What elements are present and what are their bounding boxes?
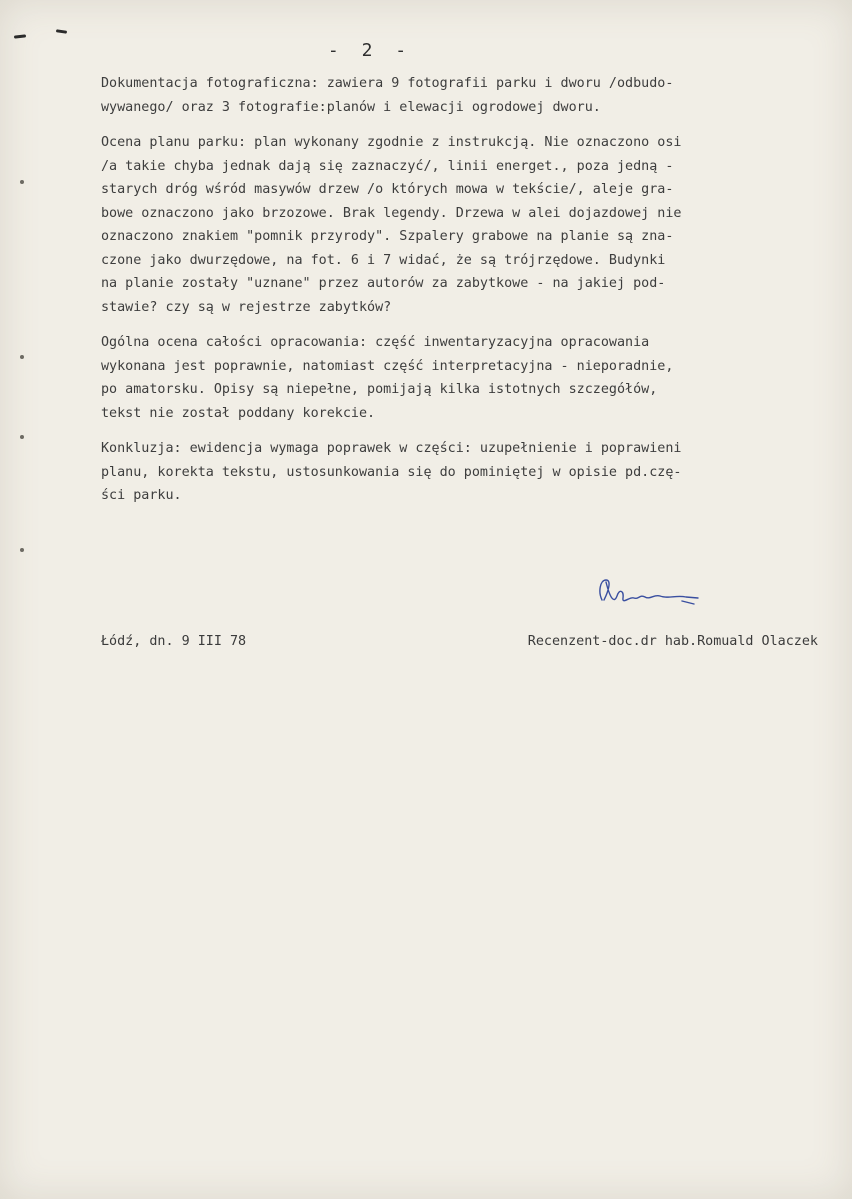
page-number: - 2 -	[327, 40, 413, 61]
paragraph-park-plan-assessment: Ocena planu parku: plan wykonany zgodnie z instrukcją. Nie oznaczono osi /a takie chyba jednak dają się zaznaczyć/, linii energet., poza jedną - starych dróg wśród masywów drzew /o których mowa w tekście/, aleje gra- bowe oznaczono jako brzozowe. Brak legendy. Drzewa w alei dojazdowej nie oznaczono znakiem "pomnik przyrody". Szpalery grabowe na planie są zna- czone jako dwurzędowe, na fot. 6 i 7 widać, że są trójrzędowe. Budynki na planie zostały "uznane" przez autorów za zabytkowe - na jakiej pod- stawie? czy są w rejestrze zabytków?	[101, 135, 682, 315]
handwritten-signature	[590, 570, 710, 620]
paragraph-photo-documentation: Dokumentacja fotograficzna: zawiera 9 fotografii parku i dworu /odbudo- wywanego/ oraz 3 fotografie:planów i elewacji ogrodowej dworu.	[101, 76, 674, 115]
document-body	[101, 72, 821, 520]
punch-hole-mark	[20, 180, 24, 184]
punch-hole-mark	[20, 548, 24, 552]
paragraph-conclusion: Konkluzja: ewidencja wymaga poprawek w części: uzupełnienie i poprawieni planu, korekta tekstu, ustosunkowania się do pominiętej w opisie pd.czę- ści parku.	[101, 441, 682, 503]
ink-mark	[56, 29, 67, 34]
punch-hole-mark	[20, 435, 24, 439]
punch-hole-mark	[20, 355, 24, 359]
paragraph-overall-assessment: Ogólna ocena całości opracowania: część inwentaryzacyjna opracowania wykonana jest poprawnie, natomiast część interpretacyjna - nieporadnie, po amatorsku. Opisy są niepełne, pomijają kilka istotnych szczegółów, tekst nie został poddany korekcie.	[101, 335, 674, 421]
reviewer-signature-line: Recenzent-doc.dr hab.Romuald Olaczek	[527, 634, 818, 649]
place-and-date: Łódź, dn. 9 III 78	[101, 634, 247, 649]
ink-mark	[14, 34, 26, 38]
